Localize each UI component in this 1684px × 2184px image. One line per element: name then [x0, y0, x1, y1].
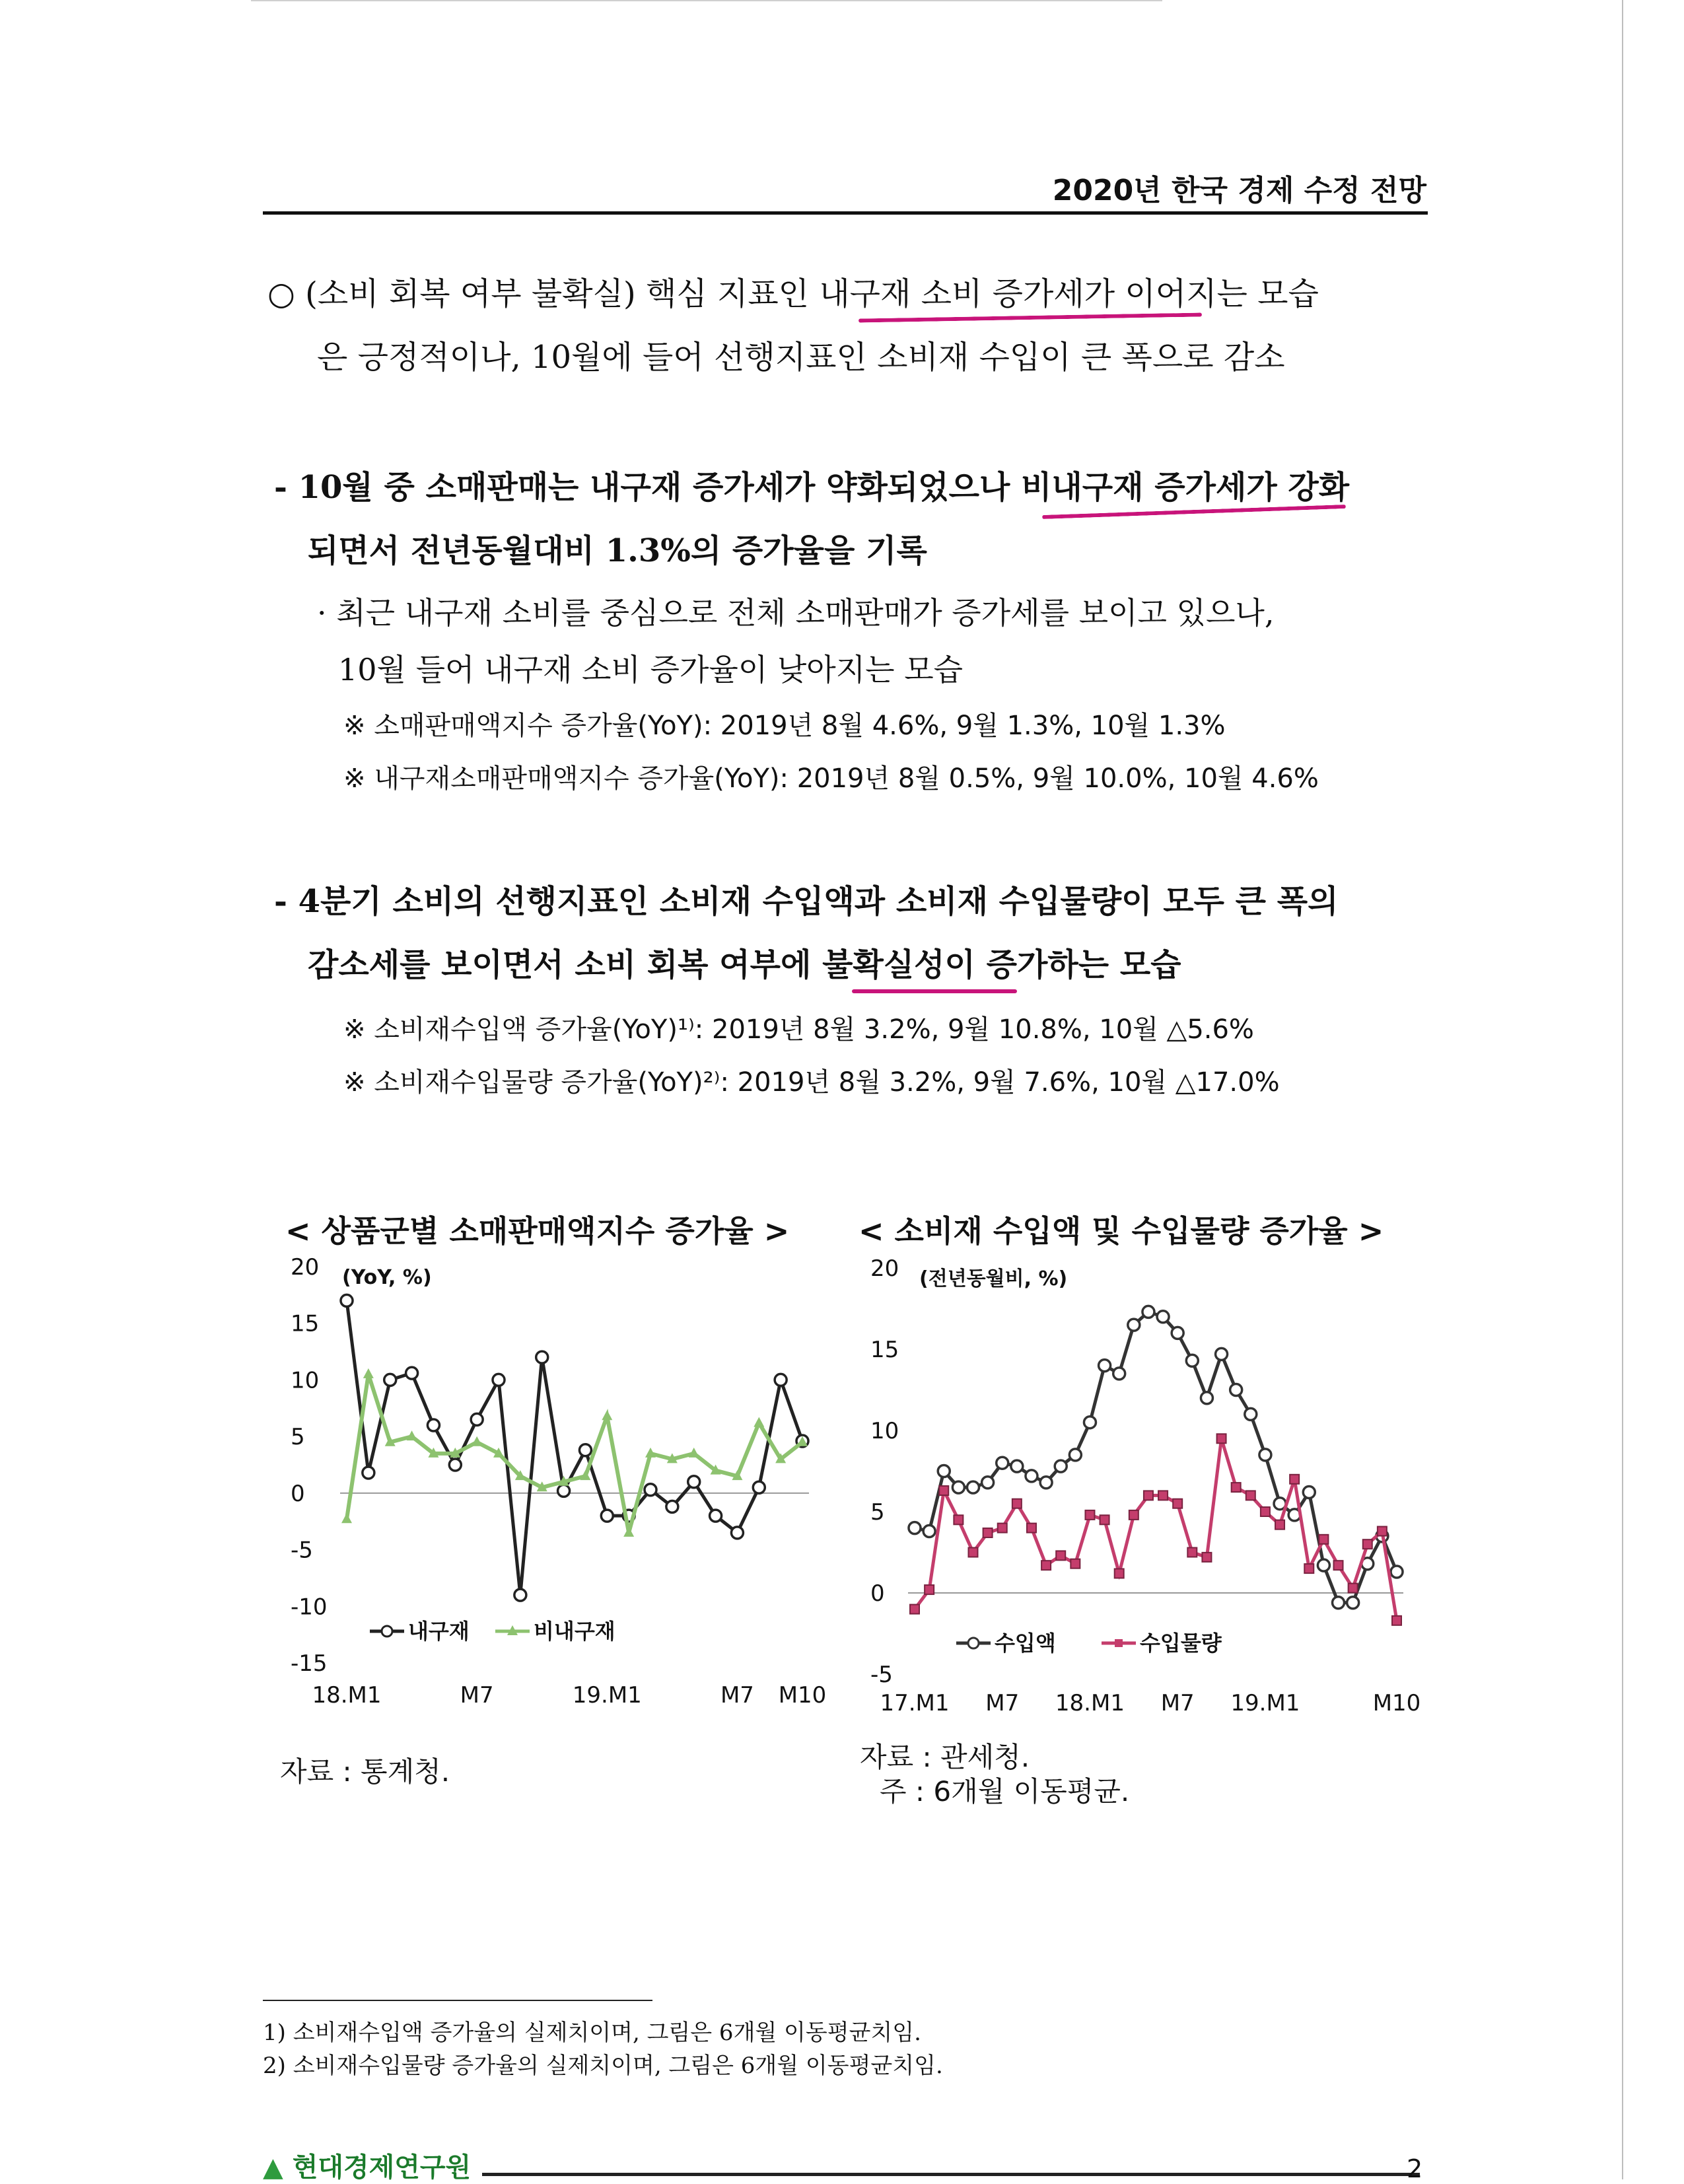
para3-note2: ※ 소비재수입물량 증가율(YoY)²⁾: 2019년 8월 3.2%, 9월 7.6%, 10월 △17.0%	[343, 1067, 1280, 1098]
data-point	[471, 1413, 483, 1425]
data-point	[1230, 1384, 1242, 1396]
data-point	[1113, 1368, 1125, 1380]
data-point	[601, 1510, 613, 1522]
y-axis-label: (YoY, %)	[342, 1266, 432, 1289]
para1-line1-text: (소비 회복 여부 불확실) 핵심 지표인	[305, 275, 820, 312]
page-number: 2	[1407, 2154, 1423, 2183]
data-point	[449, 1459, 461, 1471]
data-point	[1232, 1483, 1241, 1492]
data-point	[1349, 1584, 1358, 1593]
y-tick-label: 15	[870, 1337, 899, 1363]
data-point	[645, 1484, 656, 1496]
para1-line1-tail: 이어지는 모습	[1115, 275, 1319, 312]
footnote-2: 2) 소비재수입물량 증가율의 실제치이며, 그림은 6개월 이동평균치임.	[263, 2053, 943, 2079]
data-point	[1158, 1491, 1168, 1500]
data-point	[1275, 1520, 1284, 1530]
data-point	[1172, 1327, 1183, 1339]
para3-note1: ※ 소비재수입액 증가율(YoY)¹⁾: 2019년 8월 3.2%, 9월 10.8%, 10월 △5.6%	[343, 1014, 1254, 1045]
chart1-title: < 상품군별 소매판매액지수 증가율 >	[285, 1213, 790, 1249]
data-point	[1142, 1306, 1154, 1318]
data-point	[1347, 1597, 1359, 1609]
data-point	[623, 1527, 634, 1537]
x-tick-label: 18.M1	[1055, 1690, 1125, 1716]
footnote-rule	[263, 2000, 652, 2001]
data-point	[406, 1367, 418, 1379]
data-point	[363, 1368, 374, 1378]
y-tick-label: -5	[291, 1537, 313, 1564]
data-point	[1157, 1311, 1169, 1323]
data-point	[1392, 1616, 1401, 1625]
x-tick-label: 17.M1	[880, 1690, 950, 1716]
running-header-title: 2020년 한국 경제 수정 전망	[1052, 174, 1426, 207]
data-point	[363, 1467, 374, 1479]
data-point	[1187, 1548, 1197, 1557]
data-point	[558, 1485, 570, 1497]
data-point	[1363, 1539, 1372, 1549]
chart1-source: 자료 : 통계청.	[280, 1755, 450, 1788]
data-point	[1026, 1470, 1037, 1482]
pen-underline-3	[852, 989, 1017, 993]
data-point	[753, 1481, 765, 1493]
x-tick-label: M10	[778, 1682, 827, 1708]
y-tick-label: -15	[291, 1650, 328, 1677]
data-point	[341, 1513, 352, 1523]
data-point	[1304, 1564, 1314, 1573]
import-chart	[859, 1248, 1426, 1730]
para2-sub2: 10월 들어 내구재 소비 증가율이 낮아지는 모습	[338, 652, 964, 687]
scan-right-edge	[1622, 0, 1623, 2179]
data-point	[1391, 1566, 1403, 1578]
para2-sub1: · 최근 내구재 소비를 중심으로 전체 소매판매가 증가세를 보이고 있으나,	[317, 595, 1275, 631]
data-point	[472, 1436, 482, 1446]
footer-logo	[263, 2146, 471, 2184]
data-point	[1041, 1561, 1051, 1570]
data-point	[968, 1548, 977, 1557]
data-point	[579, 1444, 591, 1456]
para3-line2-tail: 증가하는 모습	[975, 946, 1181, 983]
data-point	[923, 1526, 935, 1537]
para3-line1: - 4분기 소비의 선행지표인 소비재 수입액과 소비재 수입물량이 모두 큰 폭의	[274, 883, 1339, 920]
legend-swatch-marker	[382, 1626, 392, 1637]
y-tick-label: 0	[291, 1480, 305, 1507]
data-point	[939, 1486, 948, 1495]
para2-line1	[274, 468, 1349, 507]
data-point	[754, 1417, 764, 1427]
y-tick-label: 20	[870, 1255, 899, 1282]
para2-note2: ※ 내구재소매판매액지수 증가율(YoY): 2019년 8월 0.5%, 9월 10.0%, 10월 4.6%	[343, 763, 1319, 794]
data-point	[1055, 1460, 1067, 1472]
x-tick-label: 19.M1	[1230, 1690, 1300, 1716]
data-point	[983, 1528, 993, 1537]
series-line-내구재	[347, 1300, 802, 1595]
x-tick-label: M7	[1160, 1690, 1195, 1716]
data-point	[1246, 1491, 1255, 1500]
legend-swatch-marker	[1115, 1639, 1123, 1647]
data-point	[514, 1589, 526, 1601]
legend-label: 수입물량	[1140, 1631, 1222, 1656]
data-point	[1202, 1553, 1211, 1562]
para3-line2	[308, 946, 1181, 984]
y-tick-label: -10	[291, 1594, 328, 1621]
data-point	[1378, 1527, 1387, 1536]
y-tick-label: 20	[291, 1254, 320, 1281]
data-point	[775, 1374, 787, 1386]
data-point	[666, 1500, 678, 1512]
data-point	[1084, 1417, 1096, 1428]
data-point	[982, 1477, 994, 1489]
data-point	[1259, 1449, 1271, 1461]
y-tick-label: 0	[870, 1580, 885, 1607]
para2-note1: ※ 소매판매액지수 증가율(YoY): 2019년 8월 4.6%, 9월 1.3%, 10월 1.3%	[343, 711, 1226, 741]
para1-line2: 은 긍정적이나, 10월에 들어 선행지표인 소비재 수입이 큰 폭으로 감소	[317, 339, 1285, 376]
data-point	[1085, 1510, 1094, 1520]
legend-label: 수입액	[995, 1631, 1056, 1656]
data-point	[602, 1410, 612, 1420]
data-point	[1303, 1486, 1315, 1498]
x-tick-label: M7	[985, 1690, 1020, 1716]
chart2-note: 주 : 6개월 이동평균.	[880, 1775, 1130, 1808]
data-point	[954, 1515, 963, 1524]
data-point	[1319, 1535, 1328, 1544]
para1-line1	[267, 275, 1319, 313]
pen-underline-2	[1042, 505, 1346, 519]
triangle-logo-icon: ▲	[263, 2152, 283, 2183]
y-axis-label: (전년동월비, %)	[919, 1267, 1068, 1290]
data-point	[710, 1510, 722, 1522]
legend-label: 내구재	[408, 1619, 470, 1644]
data-point	[493, 1374, 505, 1386]
para3-highlight: 불확실성이	[822, 946, 975, 983]
data-point	[1186, 1355, 1198, 1366]
data-point	[967, 1481, 979, 1493]
data-point	[1099, 1360, 1111, 1372]
data-point	[1173, 1499, 1182, 1508]
data-point	[910, 1605, 919, 1614]
header-rule	[263, 211, 1428, 215]
legend-swatch-marker	[968, 1638, 979, 1648]
data-point	[952, 1481, 964, 1493]
pen-underline-1	[859, 312, 1202, 322]
x-tick-label: M7	[720, 1682, 754, 1708]
data-point	[1290, 1475, 1299, 1484]
x-tick-label: 18.M1	[312, 1682, 382, 1708]
y-tick-label: -5	[870, 1662, 893, 1688]
data-point	[1261, 1507, 1270, 1516]
data-point	[688, 1476, 700, 1488]
data-point	[1056, 1551, 1065, 1560]
data-point	[1069, 1449, 1081, 1461]
data-point	[1011, 1460, 1023, 1472]
data-point	[384, 1374, 396, 1386]
y-tick-label: 5	[870, 1499, 885, 1526]
data-point	[997, 1457, 1008, 1469]
data-point	[1128, 1319, 1140, 1331]
footer-logo-text: 현대경제연구원	[292, 2152, 472, 2183]
data-point	[1245, 1408, 1257, 1420]
data-point	[1144, 1491, 1153, 1500]
para2-line2: 되면서 전년동월대비 1.3%의 증가율을 기록	[308, 532, 927, 569]
data-point	[1317, 1559, 1329, 1571]
footnote-1: 1) 소비재수입액 증가율의 실제치이며, 그림은 6개월 이동평균치임.	[263, 2020, 921, 2046]
data-point	[1216, 1348, 1228, 1360]
data-point	[731, 1527, 743, 1539]
y-tick-label: 15	[291, 1310, 320, 1337]
x-tick-label: M7	[460, 1682, 494, 1708]
chart2-title: < 소비재 수입액 및 수입물량 증가율 >	[859, 1213, 1384, 1249]
series-line-비내구재	[347, 1374, 802, 1533]
footer-rule	[482, 2173, 1420, 2176]
para2-highlight: 비내구재 증가세가	[1021, 469, 1277, 506]
data-point	[938, 1465, 950, 1477]
data-point	[1201, 1392, 1212, 1404]
data-point	[909, 1522, 921, 1534]
y-tick-label: 10	[870, 1418, 899, 1444]
scan-top-edge	[251, 0, 1162, 1]
data-point	[1012, 1499, 1022, 1508]
data-point	[1100, 1515, 1109, 1524]
para1-highlight: 내구재 소비 증가세가	[819, 275, 1115, 312]
data-point	[1040, 1477, 1052, 1489]
data-point	[1070, 1559, 1080, 1568]
data-point	[341, 1294, 353, 1306]
data-point	[536, 1351, 548, 1363]
para2-line1-text: - 10월 중 소매판매는 내구재 증가세가 약화되었으나	[274, 469, 1022, 506]
legend-label: 비내구재	[534, 1619, 615, 1644]
data-point	[1115, 1568, 1124, 1578]
x-tick-label: 19.M1	[572, 1682, 642, 1708]
chart2-source: 자료 : 관세청.	[860, 1741, 1030, 1773]
data-point	[998, 1524, 1007, 1533]
para3-line2-text: 감소세를 보이면서 소비 회복 여부에	[308, 946, 823, 983]
bullet-circle: ○	[267, 275, 295, 312]
y-tick-label: 10	[291, 1367, 320, 1394]
para2-line1-tail: 강화	[1277, 469, 1350, 506]
data-point	[1333, 1597, 1345, 1609]
data-point	[925, 1585, 934, 1594]
data-point	[427, 1419, 439, 1431]
data-point	[1334, 1561, 1343, 1570]
data-point	[1129, 1510, 1139, 1520]
x-tick-label: M10	[1372, 1690, 1421, 1716]
retail-sales-chart	[277, 1248, 832, 1730]
data-point	[1217, 1434, 1226, 1443]
data-point	[1027, 1524, 1036, 1533]
y-tick-label: 5	[291, 1424, 305, 1451]
